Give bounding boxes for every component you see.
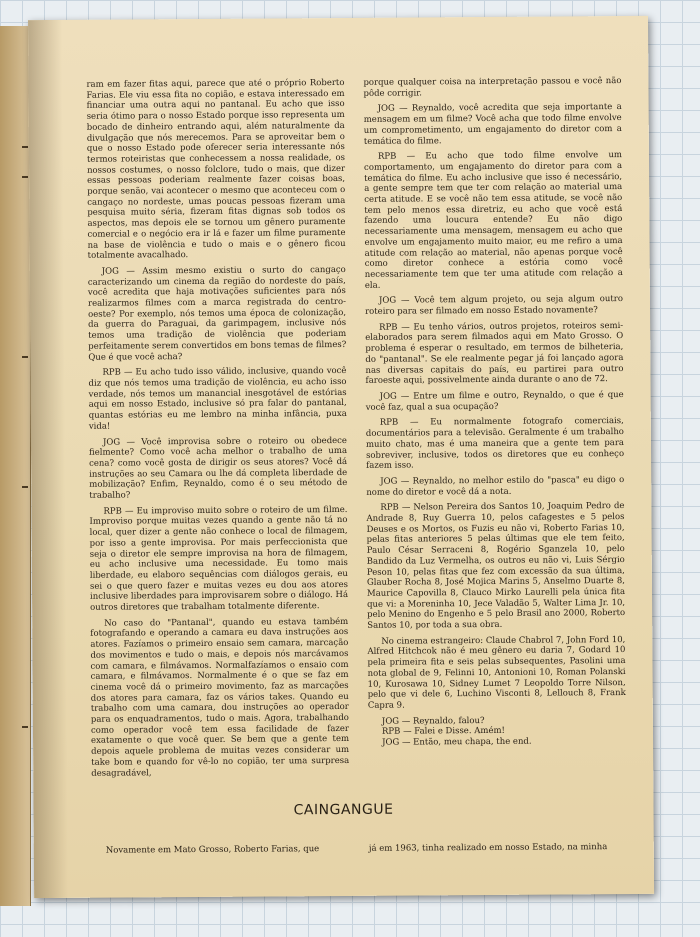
closing-line: JOG — Reynaldo, falou? [381,715,485,727]
paragraph: ram em fazer fitas aqui, parece que até o próprio Roberto Farias. Ele viu essa fita no copião, e estava interessado em financiar uma outra aqui no pantanal. Eu acho que isso seria ótimo para o nosso Estado porque isso representa um bocado de dinheiro entrando aqui, além naturalmente da divulgação que nós merecemos. Para se aproveitar bem o que o nosso Estado pode oferecer seria interessante nós termos roteiristas que conhecessem a nossa realidade, os nossos costumes, o nosso folclore, tudo o mais, que dizer essas pessoas poderiam realmente fazer coisas boas, porque senão, vai acontecer o mesmo que aconteceu com o cangaço no nordeste, umas poucas pessoas fizeram uma pesquisa muito séria, fizeram fitas dignas sob todos os aspectos, mas depois ele se tornou um gênero puramente comercial e o negócio era ir lá e fazer um filme puramente na base de violência e tudo o mais e o gênero ficou totalmente avacalhado. [86,77,346,262]
paragraph: RPB — Eu improviso muito sobre o roteiro de um filme. Improviso porque muitas vezes quando a gente não tá no local, quer dizer a gente não conhece o local de filmagem, por isso a gente improvisa. Por mais perfeccionista que seja o diretor ele sempre improvisa na hora de filmagem, eu acho inclusive uma necessidade. Eu tomo mais liberdade, eu elaboro sequências com diálogos gerais, eu sei o que quero fazer e muitas vezes eu dou aos atores inclusive liberdades para improvisarem sobre o diálogo. Há outros diretores que trabalham totalmente diferente. [89,504,349,613]
paragraph: JOG — Reynaldo, no melhor estilo do "pasca" eu digo o nome do diretor e você dá a nota. [366,474,625,498]
right-column [363,76,626,749]
paragraph: JOG — Você tem algum projeto, ou seja algum outro roteiro para ser filmado em nosso Estado novamente? [365,294,624,317]
paragraph: RPB — Eu tenho vários, outros projetos, roteiros semi-elaborados para serem filmados aqui em Mato Grosso. O problema é esperar o resultado, em termos de bilheteria, do "pantanal". Se ele realmente pegar já foi lançado agora nas diversas capitais do país, eu partirei para outro faroeste aqui, possivelmente ainda durante o ano de 72. [365,320,624,387]
paragraph: RPB — Eu acho tudo isso válido, inclusive, quando você diz que nós temos uma tradição de violência, eu acho isso verdade, nós temos um manancial inesgotável de estórias aqui em nosso Estado, inclusive só pra falar do pantanal, quantas estórias eu me lembro na minha infância, puxa vida! [88,366,347,432]
left-column [86,78,349,784]
paragraph: RPB — Nelson Pereira dos Santos 10, Joaquim Pedro de Andrade 8, Ruy Guerra 10, pelos cafagestes e 5 pelos Deuses e os Mortos, os Fuzis eu não vi, Roberto Farias 10, pelas fitas anteriores 5 pelas últimas que ele tem feito, Paulo César Serraceni 8, Rogério Sganzela 10, pelo Bandido da Luz Vermelha, os outros eu não vi, Luis Sérgio Peson 10, pelas fitas que fez com excessão da sua última, Glauber Rocha 8, José Mojica Marins 5, Anselmo Duarte 8, Maurice Capovilla 8, Clauco Mirko Laurelli pela única fita que vi: a Moreninha 10, Jece Valadão 5, Walter Lima Jr. 10, pelo Menino do Engenho e 5 pelo Brasil ano 2000, Roberto Santos 10, por toda a sua obra. [366,501,626,631]
paragraph: No caso do "Pantanal", quando eu estava também fotografando e operando a camara eu dava instruções aos atores. Fazíamos o primeiro ensaio sem camara, marcação dos movimentos e tudo o mais, e depois nós marcávamos com camara, e filmávamos. Normalfazíamos o ensaio com camara, e filmávamos. Normalmente é o que se faz em cinema você dá o primeiro movimento, faz as marcações dos atores para camara, faz os vários takes. Quando eu trabalho com uma camara, dou instruções ao operador para os enquadramentos, tudo o mais. Agora, trabalhando como operador você tem essa facilidade de fazer exatamente o que você quer. Se bem que a gente tem depois aquele problema de muitas vezes considerar um take bom e quando for vê-lo no copião, ter uma surpresa desagradável, [90,616,350,779]
gutter-shadow [28,20,68,898]
closing-line: JOG — Então, meu chapa, the end. [382,736,532,748]
paragraph: porque qualquer coisa na interpretação passou e você não pôde corrigir. [363,76,622,99]
section-logo: CAINGANGUE [293,801,394,819]
paragraph: JOG — Entre um filme e outro, Reynaldo, o que é que você faz, qual a sua ocupação? [365,389,624,413]
footer-text-left: Novamente em Mato Grosso, Roberto Farias, que [105,844,320,856]
paragraph: JOG — Você improvisa sobre o roteiro ou obedece fielmente? Como você acha melhor o trabalho de uma cena? como você gosta de dirigir os seus atores? Você dá instruções ao seu Camara ou lhe dá completa liberdade de mobilização? Enfim, Reynaldo, como é o seu método de trabalho? [88,435,348,501]
magazine-page [28,16,654,898]
paragraph: JOG — Assim mesmo existiu o surto do cangaço caracterizando um cinema da região do nordeste do país, você acredita que haja motivações suficientes para nós realizarmos filmes com a marca registrada do centro-oeste? Por exemplo, nós temos uma época de colonização, da guerra do Paraguai, da garimpagem, inclusive nós temos uma tradição de violência que poderiam perfeitamente serem convertidos em bons temas de filmes? Que é que você acha? [87,264,347,363]
closing-dialogue [368,715,626,749]
paragraph: RPB — Eu acho que todo filme envolve um comportamento, um engajamento do diretor para com a temática do filme. Eu acho inclusive que isso é necessário, a gente sempre tem que ter com relação ao material uma certa atitude. E se você não tem essa atitude, se você não tem pelo menos essa diretriz, eu acho que você está fazendo uma loucura entende? Eu não digo necessariamente uma mensagem, mensagem eu acho que envolve um engajamento muito maior, eu me refiro a uma atitude com relação ao material, não apenas porque você como diretor conhece a estória como você necessariamente tem que ter uma atitude com relação a ela. [364,150,623,291]
footer-text-right: já em 1963, tinha realizado em nosso Estado, na minha [368,842,608,854]
closing-line: RPB — Falei e Disse. Amém! [381,726,505,738]
paragraph: RPB — Eu normalmente fotografo comerciais, documentários para a televisão. Geralmente é um trabalho muito chato, mas é uma maneira que a gente tem para sobreviver, inclusive, todos os diretores que eu conheço fazem isso. [365,416,625,472]
paragraph: JOG — Reynaldo, você acredita que seja importante a mensagem em um filme? Você acha que todo filme envolve um comprometimento, um engajamento do diretor com a temática do filme. [363,102,622,147]
previous-page-edge [0,26,31,906]
paragraph: No cinema estrangeiro: Claude Chabrol 7, John Ford 10, Alfred Hitchcok não é meu gênero eu daria 7, Godard 10 pela primeira fita e seis pelas subsequentes, Pasolini uma nota global de 9, Felinni 10, Antonioni 10, Roman Polanski 10, Kurosawa 10, Sidney Lumet 7 Leopoldo Torre Nilson, pelo que vi dele 6, Luchino Visconti 8, Lellouch 8, Frank Capra 9. [367,634,626,711]
